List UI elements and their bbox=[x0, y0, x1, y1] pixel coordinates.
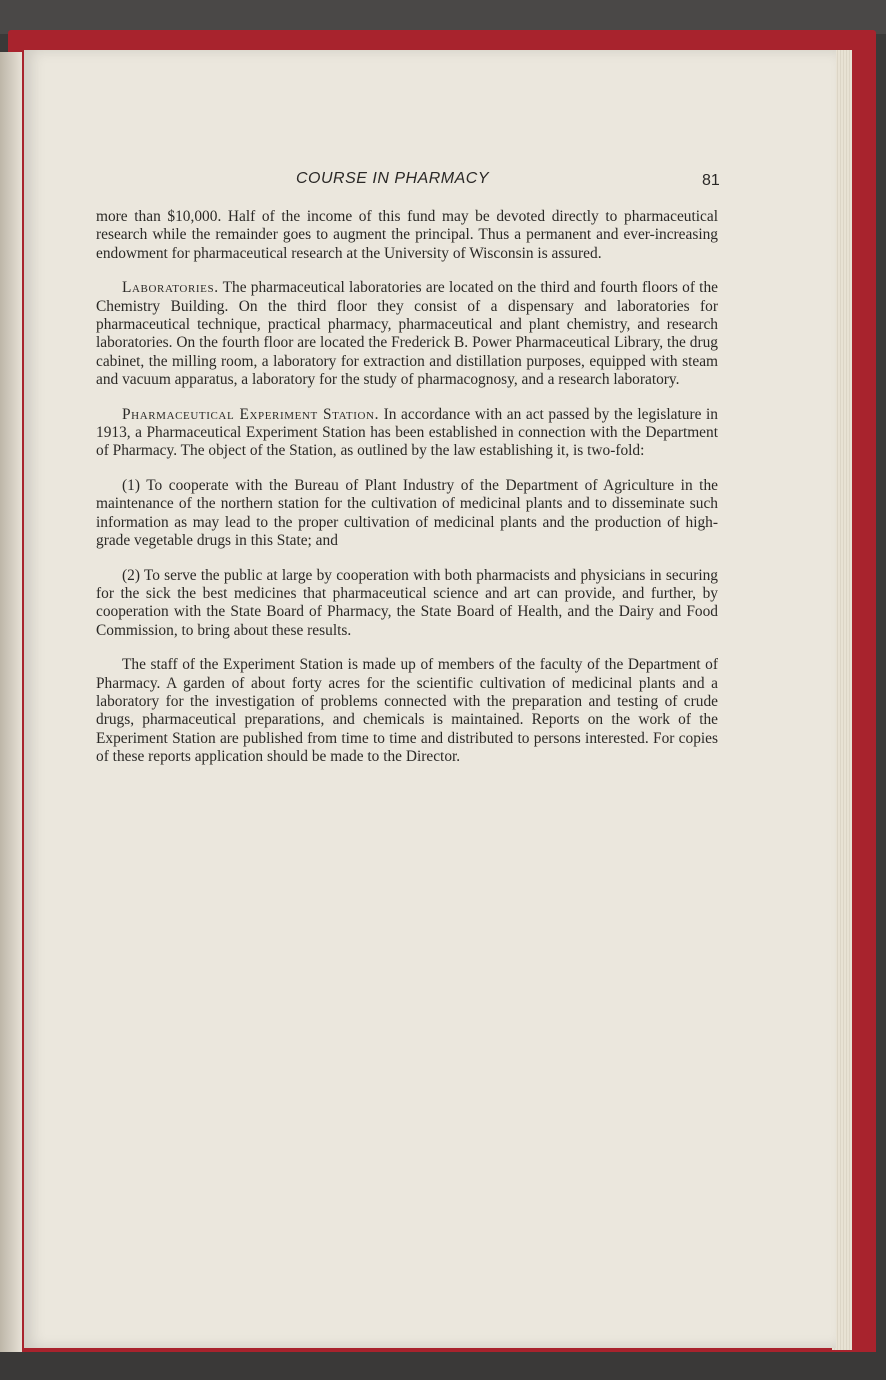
paragraph-object-two bbox=[96, 567, 718, 641]
paragraph-text: more than $10,000. Half of the income of this fund may be devoted directly to pharmaceutical research while the remainder goes to augment the principal. Thus a permanent and ever-increasing endowment for pharmaceutical research at the University of Wisconsin is assured. bbox=[96, 208, 718, 262]
paragraph-object-one bbox=[96, 477, 718, 551]
scan-background-bottom bbox=[0, 1352, 886, 1380]
paragraph-text: The pharmaceutical laboratories are located on the third and fourth floors of the Chemistry Building. On the third floor they consist of a dispensary and laboratories for pharmaceutical technique, practical pharmacy, pharmaceutical and plant chemistry, and research laboratories. On the fourth floor are located the Frederick B. Power Pharmaceutical Library, the drug cabinet, the milling room, a laboratory for extraction and distillation purposes, equipped with steam and vacuum apparatus, a laboratory for the study of pharmacognosy, and a research laboratory. bbox=[96, 279, 718, 389]
running-title: COURSE IN PHARMACY bbox=[296, 170, 490, 187]
paragraph-staff bbox=[96, 656, 718, 766]
previous-page-edge bbox=[0, 52, 22, 1352]
paragraph-fund bbox=[96, 208, 718, 263]
paragraph-text: (2) To serve the public at large by cooperation with both pharmacists and physicians in securing for the sick the best medicines that pharmaceutical science and art can provide, and further, by cooperation with the State Board of Pharmacy, the State Board of Health, and the Dairy and Food Commission, to bring about these results. bbox=[96, 566, 718, 639]
paragraph-text: The staff of the Experiment Station is made up of members of the faculty of the Department of Pharmacy. A garden of about forty acres for the scientific cultivation of medicinal plants and a laboratory for the investigation of problems connected with the preparation and testing of crude drugs, pharmaceutical preparations, and chemicals is maintained. Reports on the work of the Experiment Station are published from time to time and distributed to persons interested. For copies of these reports application should be made to the Director. bbox=[96, 656, 718, 766]
scan-background-top bbox=[0, 0, 886, 34]
book-page bbox=[24, 50, 836, 1348]
page-body bbox=[96, 208, 718, 783]
paragraph-heading: Pharmaceutical Experiment Station. bbox=[122, 405, 380, 423]
paragraph-text: (1) To cooperate with the Bureau of Plant Industry of the Department of Agriculture in the maintenance of the northern station for the cultivation of medicinal plants and to disseminate such information as may lead to the proper cultivation of medicinal plants and the production of high-grade vegetable drugs in this State; and bbox=[96, 476, 718, 550]
paragraph-heading: Laboratories. bbox=[122, 279, 219, 297]
paragraph-text: In accordance with an act passed by the legislature in 1913, a Pharmaceutical Experiment Station has been established in connection with the Department of Pharmacy. The object of the Station, as outlined by the law establishing it, is two-fold: bbox=[96, 405, 718, 460]
page-header bbox=[24, 170, 836, 194]
page-number: 81 bbox=[702, 172, 720, 189]
paragraph-experiment-station bbox=[96, 406, 718, 461]
paragraph-laboratories bbox=[96, 279, 718, 389]
